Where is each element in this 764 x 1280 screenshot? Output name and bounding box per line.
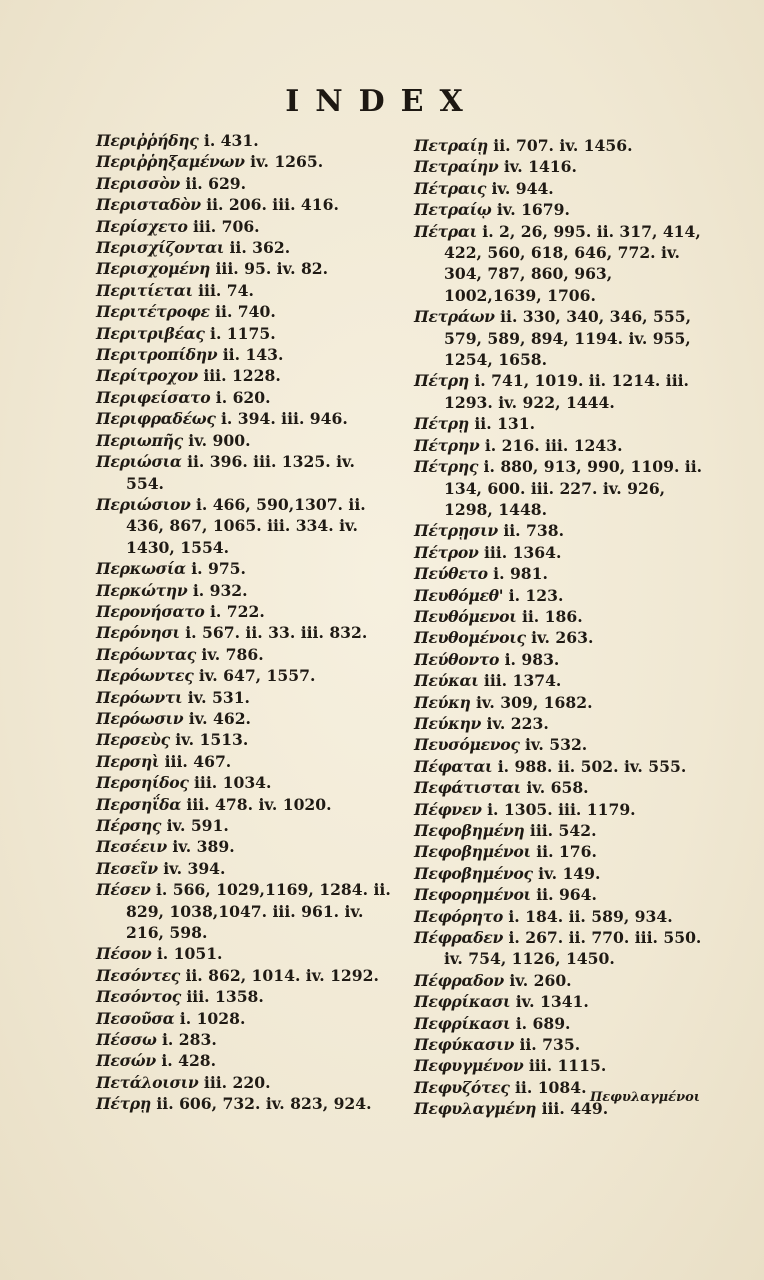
index-headword: Πεύκην	[414, 713, 482, 733]
index-entry	[96, 665, 396, 686]
index-headword: Περόωντες	[96, 666, 194, 686]
index-references: iv. 223.	[486, 713, 549, 733]
index-headword: Πέτρῃ	[414, 414, 469, 434]
index-entry	[96, 815, 396, 836]
index-references: iii. 478. iv. 1020.	[186, 794, 332, 814]
index-references: iv. 786.	[201, 644, 264, 664]
index-references: iv. 1416.	[503, 157, 577, 177]
index-headword: Περιώσια	[96, 452, 182, 472]
index-references: iv. 658.	[526, 778, 589, 798]
index-headword: Πεσών	[96, 1051, 156, 1071]
index-entry	[96, 622, 396, 643]
index-entry	[96, 687, 396, 708]
index-references: ii. 735.	[519, 1035, 581, 1055]
index-entry	[414, 884, 714, 905]
index-entry	[414, 927, 714, 970]
index-headword: Πέτραις	[414, 178, 487, 198]
index-headword: Πεσεῖν	[96, 858, 158, 878]
index-references: ii. 740.	[215, 302, 276, 322]
index-headword: Περιτροπίδην	[96, 345, 218, 365]
index-headword: Πεφρίκασι	[414, 992, 511, 1012]
index-headword: Πεφύκασιν	[414, 1035, 514, 1055]
index-headword: Πέσεν	[96, 880, 151, 900]
index-references: i. 431.	[203, 131, 259, 150]
index-entry	[96, 1008, 396, 1029]
index-references: iv. 647, 1557.	[198, 666, 316, 686]
index-references: i. 428.	[161, 1051, 217, 1071]
index-headword: Πεσόντος	[96, 987, 181, 1007]
index-entry	[96, 580, 396, 601]
index-headword: Πεφορημένοι	[414, 885, 531, 905]
index-references: ii. 738.	[503, 521, 565, 541]
index-references: i. 267. ii. 770. iii. 550. iv. 754, 1126, 1450.	[444, 928, 702, 969]
catchword: Πεφυλαγμένοι	[590, 1090, 701, 1105]
index-references: iv. 149.	[538, 863, 601, 883]
index-entry	[96, 258, 396, 279]
index-references: ii. 131.	[474, 414, 536, 434]
index-references: iii. 220.	[203, 1072, 271, 1092]
index-references: ii. 330, 340, 346, 555, 579, 589, 894, 1194. iv. 955, 1254, 1658.	[444, 307, 692, 370]
index-headword: Πεύθετο	[414, 564, 488, 584]
index-references: i. 722.	[209, 601, 265, 621]
index-entry	[414, 178, 714, 199]
index-entry	[414, 863, 714, 884]
index-headword: Πεύκαι	[414, 671, 479, 691]
index-headword: Πεσέειν	[96, 837, 167, 857]
page-title: INDEX	[285, 84, 479, 119]
index-references: i. 689.	[515, 1013, 571, 1033]
index-references: iv. 462.	[188, 708, 251, 728]
index-entry	[414, 435, 714, 456]
index-headword: Πέφνεν	[414, 799, 482, 819]
index-headword: Πέσον	[96, 944, 152, 964]
index-headword: Περκώτην	[96, 580, 188, 600]
index-entry	[414, 542, 714, 563]
index-references: i. 1175.	[210, 323, 276, 343]
index-entry	[414, 692, 714, 713]
index-references: i. 216. iii. 1243.	[484, 435, 623, 455]
index-references: i. 620.	[215, 387, 271, 407]
index-headword: Πέτρης	[414, 457, 479, 477]
index-headword: Πέσσω	[96, 1030, 157, 1050]
index-headword: Πευθόμενοι	[414, 606, 517, 626]
index-references: ii. 1084.	[514, 1077, 587, 1097]
index-entry	[96, 130, 396, 151]
index-headword: Περισχομένη	[96, 259, 211, 279]
index-entry	[96, 1029, 396, 1050]
index-references: i. 880, 913, 990, 1109. ii. 134, 600. iii. 227. iv. 926, 1298, 1448.	[444, 457, 703, 519]
index-entry	[96, 1072, 396, 1093]
index-entry	[96, 1050, 396, 1071]
index-entry	[414, 135, 714, 156]
index-references: i. 1305. iii. 1179.	[487, 799, 636, 819]
index-entry	[414, 970, 714, 991]
index-references: i. 466, 590,1307. ii. 436, 867, 1065. iii. 334. iv. 1430, 1554.	[126, 494, 366, 557]
index-headword: Πεύκη	[414, 692, 471, 712]
index-entry	[96, 794, 396, 815]
index-entry	[414, 370, 714, 413]
index-headword: Πέφαται	[414, 756, 493, 776]
index-references: iv. 900.	[188, 430, 251, 450]
index-references: iv. 394.	[163, 858, 226, 878]
index-entry	[96, 237, 396, 258]
index-references: i. 975.	[191, 559, 246, 579]
index-entry	[414, 777, 714, 798]
index-references: iii. 1228.	[203, 366, 281, 386]
index-headword: Πέτρῃσιν	[414, 521, 498, 541]
index-references: iii. 542.	[529, 821, 597, 840]
index-headword: Πευθομένοις	[414, 628, 526, 648]
index-headword: Πευθόμεθ'	[414, 585, 504, 605]
index-headword: Περισταδὸν	[96, 195, 201, 215]
index-headword: Πετάλοισιν	[96, 1072, 199, 1092]
index-entry	[414, 1013, 714, 1034]
index-entry	[96, 344, 396, 365]
index-entry	[96, 194, 396, 215]
index-headword: Περισσὸν	[96, 173, 180, 193]
index-entry	[96, 836, 396, 857]
index-entry	[414, 756, 714, 777]
index-headword: Περιῤῥηξαμένων	[96, 152, 245, 172]
index-entry	[96, 301, 396, 322]
index-headword: Πεύθοντο	[414, 649, 500, 669]
index-references: ii. 964.	[536, 885, 597, 905]
index-references: i. 981.	[493, 564, 548, 584]
index-entry	[96, 858, 396, 879]
index-headword: Πεφάτισται	[414, 778, 521, 798]
index-headword: Πεφοβημένος	[414, 863, 533, 883]
index-references: i. 741, 1019. ii. 1214. iii. 1293. iv. 922, 1444.	[444, 371, 689, 412]
index-references: i. 988. ii. 502. iv. 555.	[497, 756, 687, 776]
index-references: ii. 143.	[222, 345, 284, 365]
index-entry	[96, 216, 396, 237]
index-entry	[96, 408, 396, 429]
index-entry	[96, 943, 396, 964]
index-entry	[414, 156, 714, 177]
index-entry	[96, 879, 396, 943]
index-headword: Περιωπῆς	[96, 430, 183, 450]
index-headword: Πεφόρητο	[414, 906, 503, 926]
index-references: i. 123.	[508, 585, 564, 605]
index-headword: Περονήσατο	[96, 601, 205, 621]
index-references: iv. 263.	[531, 628, 594, 648]
index-entry	[414, 799, 714, 820]
index-entry	[96, 323, 396, 344]
index-entry	[96, 708, 396, 729]
index-entry	[414, 649, 714, 670]
index-references: iv. 591.	[166, 816, 229, 835]
index-references: i. 394. iii. 946.	[220, 409, 348, 429]
index-headword: Περιφραδέως	[96, 409, 216, 429]
index-references: iv. 260.	[509, 970, 572, 990]
index-headword: Πεσοῦσα	[96, 1008, 175, 1028]
index-headword: Πέφραδον	[414, 970, 504, 990]
index-references: ii. 206. iii. 416.	[206, 195, 339, 215]
index-references: ii. 606, 732. iv. 823, 924.	[156, 1094, 372, 1114]
index-references: iii. 74.	[198, 280, 254, 300]
index-entry	[96, 151, 396, 172]
index-entry	[414, 221, 714, 307]
index-headword: Πετραίῃ	[414, 136, 488, 155]
index-references: ii. 396. iii. 1325. iv. 554.	[126, 452, 355, 493]
index-headword: Περιτίεται	[96, 280, 193, 300]
index-headword: Περσηίδος	[96, 773, 189, 793]
index-headword: Πέρσης	[96, 816, 162, 835]
index-references: iii. 1358.	[186, 987, 264, 1007]
index-entry	[96, 644, 396, 665]
index-references: iii. 1374.	[483, 671, 562, 691]
index-headword: Περσηΐδα	[96, 794, 181, 814]
index-entry	[414, 670, 714, 691]
index-entry	[96, 365, 396, 386]
index-references: iv. 944.	[491, 178, 554, 198]
index-references: iii. 1034.	[194, 773, 272, 793]
index-references: ii. 186.	[521, 606, 583, 626]
index-entry	[414, 1034, 714, 1055]
index-references: ii. 862, 1014. iv. 1292.	[185, 965, 379, 985]
index-headword: Πεφοβημένη	[414, 821, 525, 840]
index-references: ii. 629.	[185, 173, 247, 193]
index-entry	[96, 280, 396, 301]
index-references: iii. 1364.	[483, 542, 562, 562]
index-entry	[96, 558, 396, 579]
index-entry	[414, 734, 714, 755]
index-entry	[414, 1055, 714, 1076]
index-entry	[414, 627, 714, 648]
index-entry	[414, 820, 714, 841]
index-references: ii. 362.	[229, 238, 291, 258]
index-references: iv. 1513.	[175, 730, 249, 750]
index-headword: Περιτριβέας	[96, 323, 205, 343]
index-headword: Περόωντι	[96, 687, 183, 707]
index-headword: Πευσόμενος	[414, 735, 520, 755]
index-entry	[96, 729, 396, 750]
index-headword: Πέτρην	[414, 435, 480, 455]
index-references: i. 1028.	[179, 1008, 246, 1028]
index-headword: Πετράων	[414, 307, 495, 327]
index-entry	[96, 387, 396, 408]
index-entry	[414, 841, 714, 862]
index-headword: Περιτέτροφε	[96, 302, 210, 322]
index-references: iii. 449.	[541, 1099, 609, 1119]
index-entry	[96, 601, 396, 622]
index-headword: Περόνησι	[96, 623, 180, 643]
index-references: ii. 176.	[536, 842, 597, 862]
index-references: ii. 707. iv. 1456.	[493, 136, 633, 155]
index-column-left	[96, 130, 396, 1115]
index-references: iv. 389.	[172, 837, 235, 857]
index-headword: Περισχίζονται	[96, 238, 225, 258]
index-references: iv. 531.	[187, 687, 250, 707]
index-headword: Περιώσιον	[96, 494, 191, 514]
index-entry	[96, 494, 396, 558]
index-headword: Πέτραι	[414, 221, 477, 241]
index-entry	[414, 520, 714, 541]
index-headword: Πέφραδεν	[414, 928, 503, 948]
index-entry	[414, 413, 714, 434]
index-references: iii. 95. iv. 82.	[215, 259, 329, 279]
index-headword: Πεφυγμένον	[414, 1056, 524, 1076]
index-headword: Περσεὺς	[96, 730, 170, 750]
index-headword: Περίτροχον	[96, 366, 198, 386]
index-headword: Πεφυλαγμένη	[414, 1099, 537, 1119]
index-headword: Περκωσία	[96, 559, 186, 579]
index-references: iv. 309, 1682.	[476, 692, 593, 712]
index-entry	[414, 306, 714, 370]
index-references: iv. 532.	[524, 735, 588, 755]
index-headword: Πεφρίκασι	[414, 1013, 511, 1033]
index-headword: Πεφυζότες	[414, 1077, 510, 1097]
index-headword: Πέτρη	[414, 371, 469, 391]
index-entry	[96, 751, 396, 772]
index-entry	[96, 173, 396, 194]
index-column-right	[414, 135, 714, 1120]
index-entry	[96, 986, 396, 1007]
index-entry	[96, 430, 396, 451]
index-references: iii. 1115.	[528, 1056, 607, 1076]
index-entry	[414, 906, 714, 927]
index-headword: Πεφοβημένοι	[414, 842, 531, 862]
index-headword: Περόωντας	[96, 644, 196, 664]
index-entry	[96, 451, 396, 494]
index-entry	[414, 991, 714, 1012]
index-entry	[96, 965, 396, 986]
index-entry	[414, 563, 714, 584]
index-references: i. 1051.	[156, 944, 223, 964]
index-entry	[414, 199, 714, 220]
index-references: i. 184. ii. 589, 934.	[508, 906, 673, 926]
index-entry	[414, 456, 714, 520]
index-headword: Πετραίῳ	[414, 200, 492, 220]
index-references: iv. 1341.	[515, 992, 589, 1012]
index-headword: Περόωσιν	[96, 708, 184, 728]
index-references: i. 567. ii. 33. iii. 832.	[185, 623, 368, 643]
index-references: iii. 467.	[164, 751, 232, 771]
index-headword: Περιῤῥήδης	[96, 131, 199, 150]
index-references: i. 2, 26, 995. ii. 317, 414, 422, 560, 618, 646, 772. iv. 304, 787, 860, 963, 1002,1639, 1706.	[444, 221, 701, 305]
index-headword: Πέτρῃ	[96, 1094, 151, 1114]
index-entry	[414, 606, 714, 627]
index-references: iv. 1265.	[250, 152, 324, 172]
index-references: i. 283.	[162, 1030, 217, 1050]
index-headword: Πεσόντες	[96, 965, 180, 985]
index-headword: Πετραίην	[414, 157, 499, 177]
index-references: iv. 1679.	[496, 200, 570, 220]
index-entry	[96, 772, 396, 793]
index-entry	[414, 585, 714, 606]
index-references: iii. 706.	[193, 216, 260, 236]
index-references: i. 932.	[192, 580, 248, 600]
index-entry	[414, 713, 714, 734]
index-headword: Περίσχετο	[96, 216, 188, 236]
index-entry	[96, 1093, 396, 1114]
index-references: i. 983.	[504, 649, 560, 669]
index-headword: Περσηὶ	[96, 751, 160, 771]
index-references: i. 566, 1029,1169, 1284. ii. 829, 1038,1047. iii. 961. iv. 216, 598.	[126, 880, 391, 943]
index-headword: Πέτρον	[414, 542, 479, 562]
index-headword: Περιφείσατο	[96, 387, 211, 407]
